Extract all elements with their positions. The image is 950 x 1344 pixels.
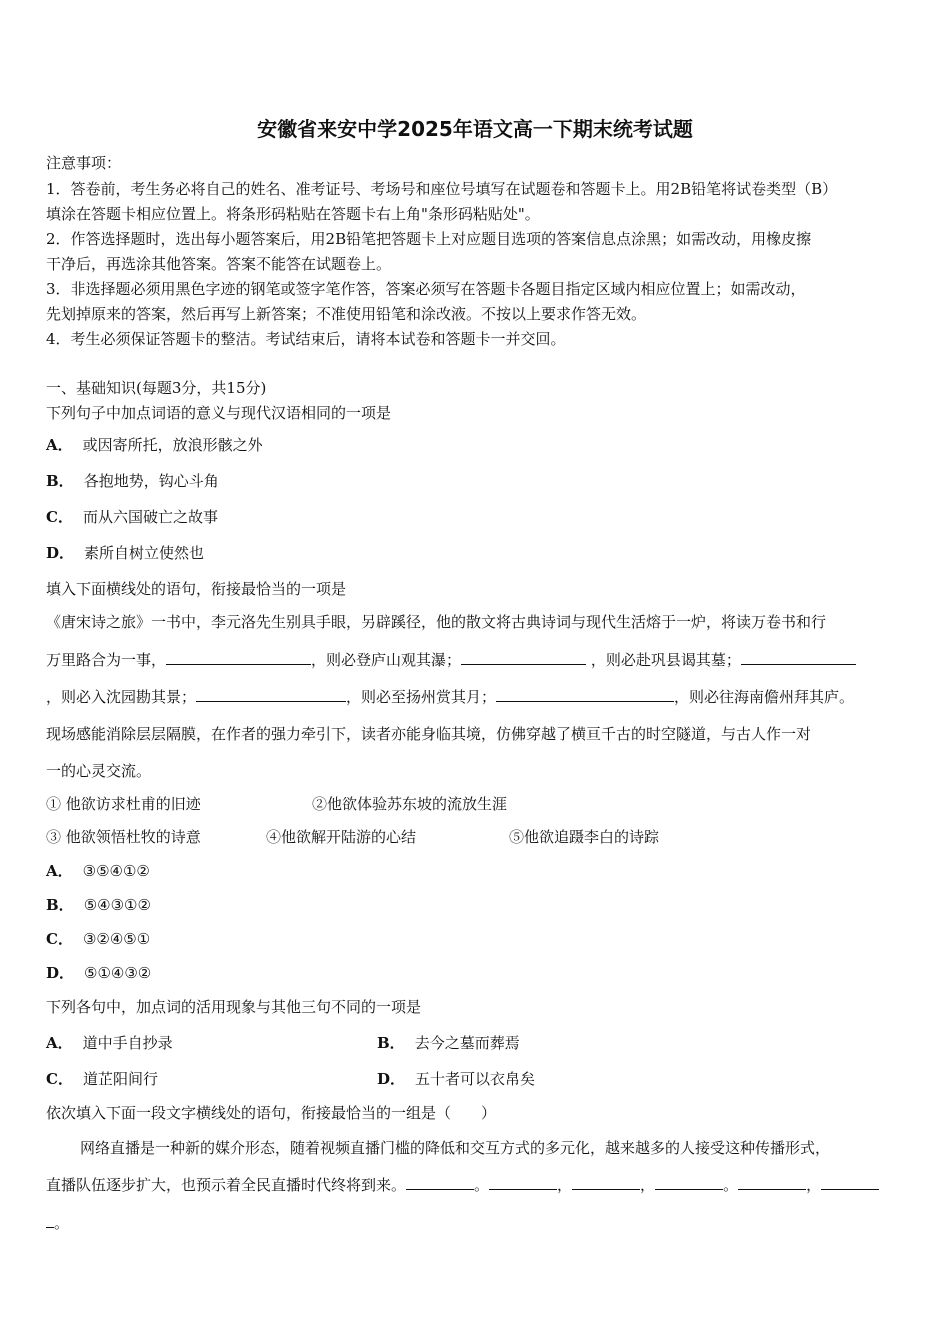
option-text: 素所自树立使然也 [84, 544, 205, 562]
option-label: B． [46, 896, 74, 914]
fill-blank [489, 1175, 557, 1190]
option-text: ③⑤④①② [82, 862, 150, 880]
fill-blank [406, 1175, 474, 1190]
passage-text: ，则必赴巩县谒其墓； [590, 651, 741, 669]
punct: ， [640, 1176, 656, 1194]
choice-item: ① 他欲访求杜甫的旧迹 [46, 795, 201, 813]
punct: ， [557, 1176, 573, 1194]
option-label: A． [46, 1034, 73, 1052]
passage-text: ，则必入沈园勘其景； [46, 688, 197, 706]
passage-line [46, 649, 856, 670]
passage-text: ，则必至扬州赏其月； [346, 688, 497, 706]
option-label: B． [46, 472, 74, 490]
option-text: 五十者可以衣帛矣 [415, 1070, 536, 1088]
fill-blank [196, 687, 346, 702]
fill-blank [461, 650, 586, 665]
option-c [46, 1070, 158, 1088]
choice-item: ④他欲解开陆游的心结 [266, 828, 417, 846]
passage-line: 现场感能消除层层隔膜，在作者的强力牵引下，读者亦能身临其境，仿佛穿越了横亘千古的时空隧道，与古人作一对 [46, 725, 812, 743]
question-stem: 下列句子中加点词语的意义与现代汉语相同的一项是 [46, 404, 392, 422]
notice-line: 先划掉原来的答案，然后再写上新答案；不准使用铅笔和涂改液。不按以上要求作答无效。 [46, 305, 647, 323]
passage-line: 一的心灵交流。 [46, 762, 152, 780]
option-text: 去今之墓而葬焉 [414, 1034, 520, 1052]
fill-blank [741, 650, 856, 665]
option-b [46, 470, 219, 491]
option-label: A． [46, 862, 73, 880]
option-a [46, 1034, 173, 1052]
page-title: 安徽省来安中学2025年语文高一下期末统考试题 [257, 117, 693, 141]
punct: 。 [54, 1214, 70, 1232]
notice-line: 4．考生必须保证答题卡的整洁。考试结束后，请将本试卷和答题卡一并交回。 [46, 330, 566, 348]
option-text: ③②④⑤① [82, 930, 151, 948]
punct: 。 [723, 1176, 739, 1194]
notice-line: 3．非选择题必须用黑色字迹的钢笔或签字笔作答，答案必须写在答题卡各题目指定区域内相应位置上；如需改动， [46, 280, 806, 298]
punct: 。 [474, 1176, 490, 1194]
fill-blank [166, 650, 311, 665]
option-label: B． [377, 1034, 405, 1052]
option-text: 道中手自抄录 [82, 1034, 173, 1052]
fill-blank [572, 1175, 640, 1190]
option-c [46, 928, 150, 949]
passage-text: 直播队伍逐步扩大，也预示着全民直播时代终将到来。 [46, 1176, 407, 1194]
option-c [46, 506, 218, 527]
choice-row [46, 826, 906, 847]
question-stem: 下列各句中，加点词的活用现象与其他三句不同的一项是 [46, 998, 422, 1016]
option-row [46, 1032, 906, 1053]
fill-blank [821, 1175, 879, 1190]
passage-line [46, 1212, 69, 1233]
option-a [46, 860, 150, 881]
notice-line: 干净后，再选涂其他答案。答案不能答在试题卷上。 [46, 255, 392, 273]
option-text: 道芷阳间行 [82, 1070, 158, 1088]
section-heading: 一、基础知识(每题3分，共15分) [46, 379, 267, 397]
option-d [46, 962, 151, 983]
punct: ， [806, 1176, 822, 1194]
option-label: C． [46, 508, 73, 526]
passage-text: ，则必登庐山观其瀑； [311, 651, 462, 669]
choice-item: ②他欲体验苏东坡的流放生涯 [312, 795, 508, 813]
option-text: 或因寄所托，放浪形骸之外 [82, 436, 263, 454]
option-text: 而从六国破亡之故事 [82, 508, 218, 526]
fill-blank [738, 1175, 806, 1190]
option-row [46, 1068, 906, 1089]
choice-item: ③ 他欲领悟杜牧的诗意 [46, 828, 201, 846]
notice-line: 2．作答选择题时，选出每小题答案后，用2B铅笔把答题卡上对应题目选项的答案信息点涂黑；如需改动，用橡皮擦 [46, 230, 812, 248]
option-label: C． [46, 1070, 73, 1088]
passage-line: 《唐宋诗之旅》一书中，李元洛先生别具手眼，另辟蹊径，他的散文将古典诗词与现代生活熔于一炉，将读万卷书和行 [46, 613, 827, 631]
option-label: D． [46, 544, 75, 562]
option-text: ⑤①④③② [84, 964, 152, 982]
option-d [377, 1068, 535, 1089]
option-label: D． [377, 1070, 406, 1088]
question-stem: 填入下面横线处的语句，衔接最恰当的一项是 [46, 580, 347, 598]
option-label: A． [46, 436, 73, 454]
notice-line: 1．答卷前，考生务必将自己的姓名、准考证号、考场号和座位号填写在试题卷和答题卡上。用2B铅笔将试卷类型（B） [46, 180, 838, 198]
fill-blank [655, 1175, 723, 1190]
option-b [46, 894, 151, 915]
option-text: 各抱地势，钩心斗角 [83, 472, 219, 490]
notice-line: 填涂在答题卡相应位置上。将条形码粘贴在答题卡右上角"条形码粘贴处"。 [46, 205, 540, 223]
fill-blank [46, 1213, 54, 1228]
passage-text: ，则必往海南儋州拜其庐。 [674, 688, 855, 706]
question-stem: 依次填入下面一段文字横线处的语句，衔接最恰当的一组是（ ） [46, 1104, 497, 1122]
passage-line [46, 1174, 879, 1195]
passage-text: 万里路合为一事， [46, 651, 167, 669]
option-d [46, 542, 204, 563]
choice-item: ⑤他欲追蹑李白的诗踪 [509, 828, 660, 846]
option-text: ⑤④③①② [83, 896, 151, 914]
choice-row [46, 793, 906, 814]
option-a [46, 434, 263, 455]
fill-blank [496, 687, 674, 702]
option-label: D． [46, 964, 75, 982]
option-b [377, 1032, 520, 1053]
passage-line [46, 686, 854, 707]
option-label: C． [46, 930, 73, 948]
notice-heading: 注意事项： [46, 154, 122, 172]
passage-line: 网络直播是一种新的媒介形态，随着视频直播门槛的降低和交互方式的多元化，越来越多的人接受这种传播形式， [80, 1139, 831, 1157]
